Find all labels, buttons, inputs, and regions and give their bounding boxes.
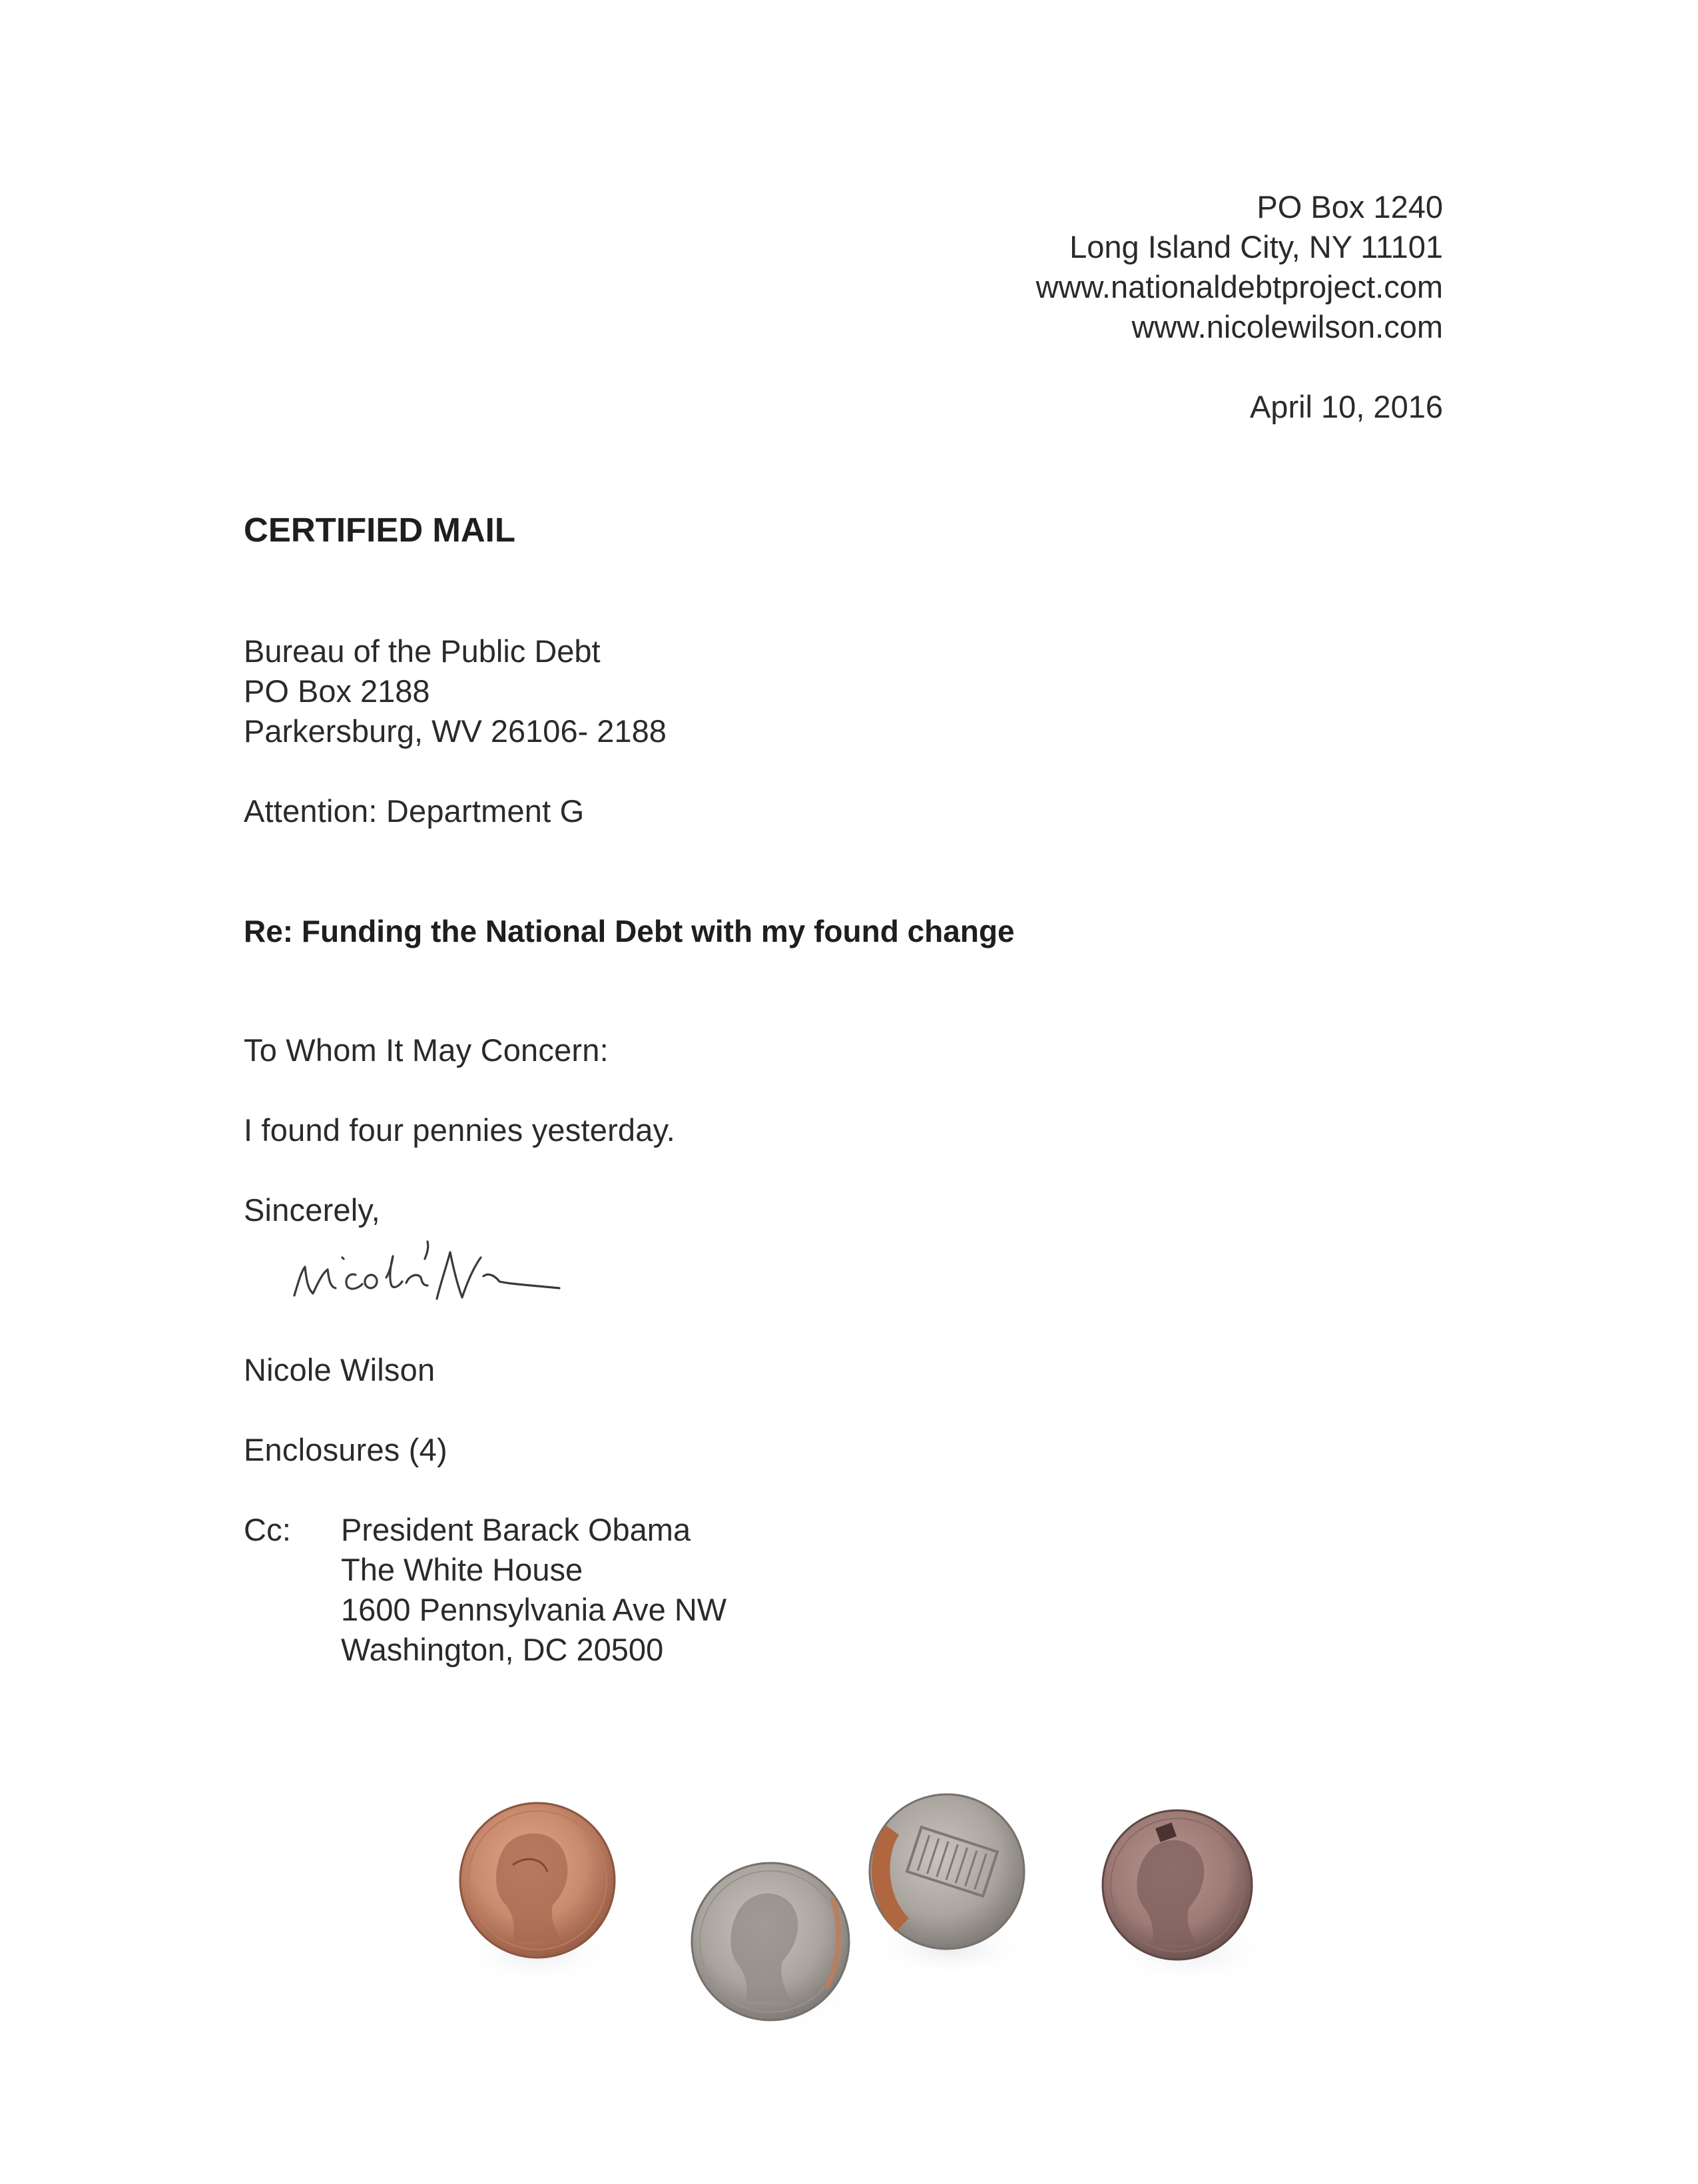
enclosures-line: Enclosures (4) <box>244 1432 447 1467</box>
letter-body: I found four pennies yesterday. <box>244 1112 676 1148</box>
recipient-po-box: PO Box 2188 <box>244 673 430 709</box>
certified-mail-heading: CERTIFIED MAIL <box>244 511 515 549</box>
handwritten-signature <box>286 1219 659 1319</box>
sender-city-line: Long Island City, NY 11101 <box>1069 229 1443 264</box>
attention-line: Attention: Department G <box>244 793 585 829</box>
penny-3-icon <box>866 1794 1032 1978</box>
penny-2-icon <box>692 1863 859 2031</box>
cc-address-line2: 1600 Pennsylvania Ave NW <box>341 1592 727 1627</box>
subject-line: Re: Funding the National Debt with my found change <box>244 914 1015 948</box>
closing: Sincerely, <box>244 1192 380 1228</box>
sender-website-personal: www.nicolewilson.com <box>1131 309 1443 344</box>
cc-label: Cc: <box>244 1512 292 1547</box>
sender-website-national-debt: www.nationaldebtproject.com <box>1035 269 1443 304</box>
recipient-name: Bureau of the Public Debt <box>244 633 601 669</box>
penny-1-icon <box>458 1803 617 1985</box>
letter-date: April 10, 2016 <box>1249 389 1443 424</box>
signer-name: Nicole Wilson <box>244 1352 435 1387</box>
cc-name: President Barack Obama <box>341 1512 691 1547</box>
recipient-address-block <box>244 631 667 751</box>
sender-po-box: PO Box 1240 <box>1257 189 1443 224</box>
sender-address-block <box>1036 187 1443 347</box>
cc-address-line1: The White House <box>341 1552 583 1587</box>
salutation: To Whom It May Concern: <box>244 1032 609 1068</box>
penny-4-icon <box>1103 1810 1272 1985</box>
recipient-city-line: Parkersburg, WV 26106- 2188 <box>244 713 667 749</box>
cc-address-block <box>341 1510 726 1670</box>
cc-address-line3: Washington, DC 20500 <box>341 1632 664 1667</box>
